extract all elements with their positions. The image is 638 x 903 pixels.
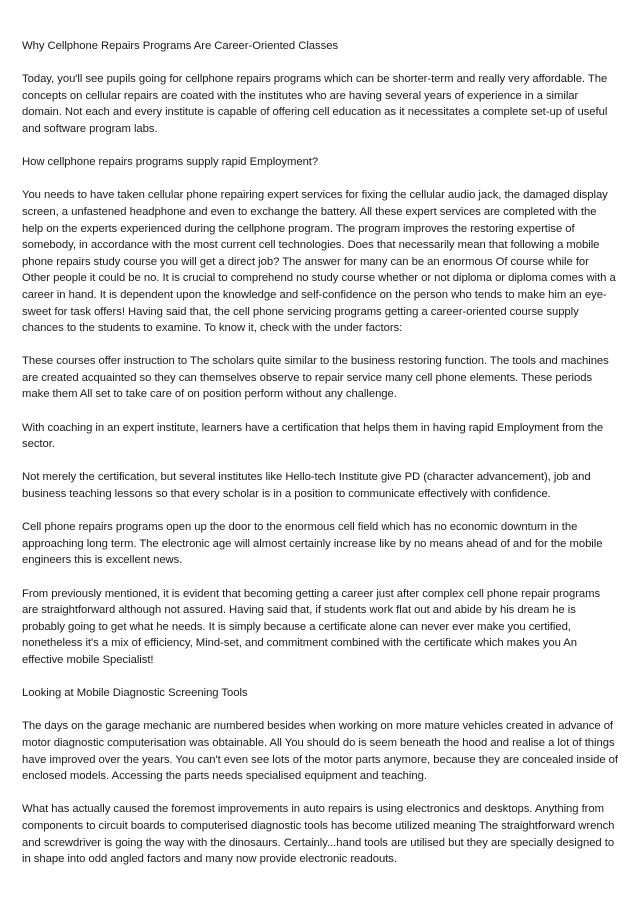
paragraph-conclusion: From previously mentioned, it is evident that becoming getting a career just after complex cell phone repair programs are straightforward although not assured. Having said that, if students work flat out and abide by his dream he is probably going to get what he needs. It is simply because a certificate alone can never ever make you certified, nonetheless it's a mix of efficiency, Mind-set, and commitment combined with the certificate which makes you An effective mobile Specialist! <box>22 587 601 666</box>
section-heading-employment: How cellphone repairs programs supply rapid Employment? <box>22 156 319 169</box>
paragraph-garage-mechanic: The days on the garage mechanic are numbered besides when working on more mature vehicles created in advance of motor diagnostic computerisation was obtainable. All You should do is seem beneath the hood and realise a lot of things have improved over the years. You can't even see lots of the motor parts anymore, because they are concealed inside of enclosed models. Accessing the parts needs specialised equipment and teaching. <box>22 720 618 783</box>
paragraph-intro: Today, you'll see pupils going for cellphone repairs programs which can be shorter-term and really very affordable. The concepts on cellular repairs are coated with the institutes who are having several years of experience in a similar domain. Not each and every institute is capable of offering cell education as it necessitates a complete set-up of useful and software program labs. <box>22 73 608 135</box>
paragraph-expert-services: You needs to have taken cellular phone repairing expert services for fixing the cellular audio jack, the damaged display screen, a unfastened headphone and even to exchange the battery. All these expert services are completed with the help on the experts experienced during the cellphone program. The program improves the restoring expertise of somebody, in accordance with the most current cell technologies. Does that necessarily mean that following a mobile phone repairs study course you will get a direct job? The answer for many can be an enormous Of course while for Other people it could be no. It is crucial to comprehend no study course whether or not diploma or diploma comes with a career in hand. It is dependent upon the knowledge and self-confidence on the person who tends to make him an eye-sweet for task offers! Having said that, the cell phone servicing programs getting a career-oriented course supply chances to the students to examine. To know it, check with the under factors: <box>22 189 616 335</box>
paragraph-cell-field: Cell phone repairs programs open up the door to the enormous cell field which has no economic downturn in the approaching long term. The electronic age will almost certainly increase like by no means ahead of and for the mobile engineers this is excellent news. <box>22 521 603 567</box>
paragraph-instruction: These courses offer instruction to The scholars quite similar to the business restoring function. The tools and machines are created acquainted so they can themselves observe to repair service many cell phone elements. These periods make them All set to take care of on position perform without any challenge. <box>22 355 609 401</box>
document-page <box>22 38 618 884</box>
section-heading-diagnostic-tools: Looking at Mobile Diagnostic Screening Tools <box>22 687 248 700</box>
paragraph-personality-development: Not merely the certification, but several institutes like Hello-tech Institute give PD (character advancement), job and business teaching lessons so that every scholar is in a position to communicate effectively with confidence. <box>22 471 591 501</box>
document-title: Why Cellphone Repairs Programs Are Career-Oriented Classes <box>22 40 339 52</box>
paragraph-electronics: What has actually caused the foremost improvements in auto repairs is using electronics and desktops. Anything from components to circuit boards to computerised diagnostic tools has become utilized meaning The straightforward wrench and screwdriver is going the way with the dinosaurs. Certainly...hand tools are utilised but they are specially designed to in shape into odd angled factors and many now provide electronic readouts. <box>22 803 615 866</box>
paragraph-certification: With coaching in an expert institute, learners have a certification that helps them in having rapid Employment from the sector. <box>22 421 604 451</box>
